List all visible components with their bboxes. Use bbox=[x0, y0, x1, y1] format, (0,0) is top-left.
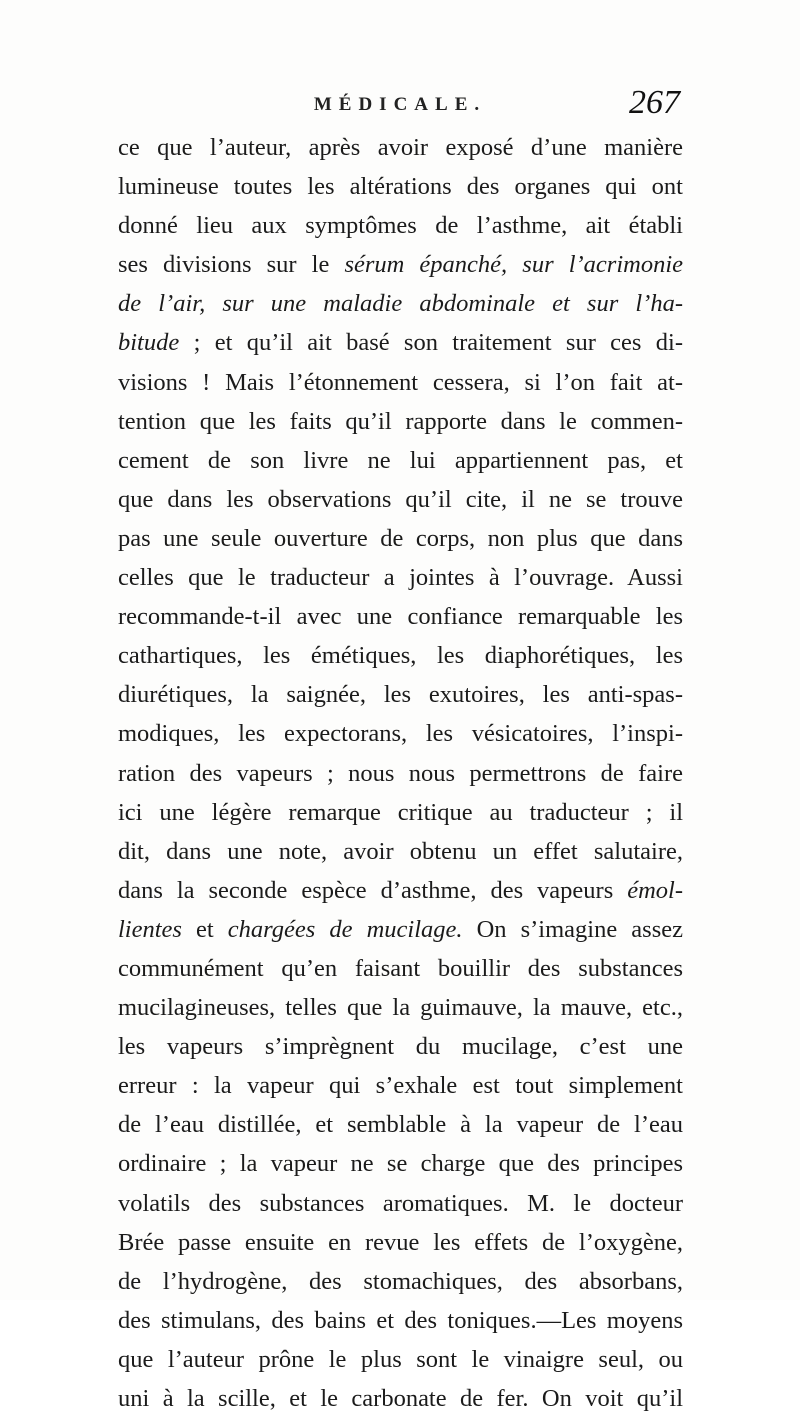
text-run: des stimulans, des bains et des toniques.—Les moyens bbox=[118, 1306, 683, 1334]
italic-text: de l’air, sur une maladie abdominale et sur l’ha- bbox=[118, 290, 683, 318]
text-line bbox=[118, 1066, 683, 1105]
text-run: modiques, les expectorans, les vésicatoires, l’inspi- bbox=[118, 720, 683, 748]
text-line bbox=[118, 754, 683, 793]
text-run: les vapeurs s’imprègnent du mucilage, c’est une bbox=[118, 1033, 683, 1061]
italic-text: bitude bbox=[118, 329, 180, 357]
text-line bbox=[118, 323, 683, 362]
text-run: pas une seule ouverture de corps, non plus que dans bbox=[118, 524, 683, 552]
text-line bbox=[118, 1105, 683, 1144]
text-run: volatils des substances aromatiques. M. le docteur bbox=[118, 1189, 683, 1217]
text-run: donné lieu aux symptômes de l’asthme, ait établi bbox=[118, 212, 683, 240]
text-line bbox=[118, 1223, 683, 1262]
text-run: ordinaire ; la vapeur ne se charge que des principes bbox=[118, 1150, 683, 1178]
text-run: tention que les faits qu’il rapporte dans le commen- bbox=[118, 407, 683, 435]
text-line bbox=[118, 167, 683, 206]
text-line bbox=[118, 636, 683, 675]
running-title: MÉDICALE. bbox=[313, 94, 487, 115]
text-line bbox=[118, 363, 683, 402]
text-run: ici une légère remarque critique au traducteur ; il bbox=[118, 798, 683, 826]
text-line bbox=[118, 441, 683, 480]
running-head bbox=[120, 84, 680, 128]
text-line bbox=[118, 675, 683, 714]
text-run: Brée passe ensuite en revue les effets de l’oxygène, bbox=[118, 1228, 683, 1256]
text-run: ses divisions sur le bbox=[118, 251, 345, 279]
text-line bbox=[118, 519, 683, 558]
text-line bbox=[118, 793, 683, 832]
text-line bbox=[118, 558, 683, 597]
page-number: 267 bbox=[629, 84, 680, 121]
text-line bbox=[118, 910, 683, 949]
italic-text: émol- bbox=[627, 876, 683, 904]
text-line bbox=[118, 245, 683, 284]
text-run: communément qu’en faisant bouillir des substances bbox=[118, 954, 683, 982]
text-line bbox=[118, 714, 683, 753]
text-run: diurétiques, la saignée, les exutoires, les anti-spas- bbox=[118, 681, 683, 709]
text-run: que dans les observations qu’il cite, il ne se trouve bbox=[118, 485, 683, 513]
text-run: recommande-t-il avec une confiance remarquable les bbox=[118, 603, 683, 631]
text-run: et bbox=[181, 915, 228, 943]
text-run: mucilagineuses, telles que la guimauve, la mauve, etc., bbox=[118, 994, 683, 1022]
text-run: dit, dans une note, avoir obtenu un effet salutaire, bbox=[118, 837, 683, 865]
text-run: ration des vapeurs ; nous nous permettrons de faire bbox=[118, 759, 683, 787]
text-line bbox=[118, 1027, 683, 1066]
text-run: que l’auteur prône le plus sont le vinaigre seul, ou bbox=[118, 1345, 683, 1373]
italic-text: lientes bbox=[118, 915, 182, 943]
text-run: ; et qu’il ait basé son traitement sur ces di- bbox=[179, 329, 683, 357]
text-line bbox=[118, 402, 683, 441]
text-run: de l’eau distillée, et semblable à la vapeur de l’eau bbox=[118, 1111, 683, 1139]
italic-text: chargées de mucilage. bbox=[227, 915, 463, 943]
text-line bbox=[118, 1144, 683, 1183]
text-line bbox=[118, 1262, 683, 1301]
text-line bbox=[118, 871, 683, 910]
text-run: de l’hydrogène, des stomachiques, des absorbans, bbox=[118, 1267, 683, 1295]
text-line bbox=[118, 949, 683, 988]
text-run: lumineuse toutes les altérations des organes qui ont bbox=[118, 173, 683, 201]
italic-text: sérum épanché, sur l’acrimonie bbox=[344, 251, 683, 279]
text-run: cathartiques, les émétiques, les diaphorétiques, les bbox=[118, 642, 683, 670]
text-run: uni à la scille, et le carbonate de fer. On voit qu’il bbox=[118, 1385, 683, 1412]
text-line bbox=[118, 1184, 683, 1223]
text-line bbox=[118, 1340, 683, 1379]
text-run: visions ! Mais l’étonnement cessera, si l’on fait at- bbox=[118, 368, 683, 396]
body-text bbox=[118, 128, 683, 1418]
text-line bbox=[118, 597, 683, 636]
text-line bbox=[118, 480, 683, 519]
text-run: erreur : la vapeur qui s’exhale est tout simplement bbox=[118, 1072, 683, 1100]
text-line bbox=[118, 128, 683, 167]
text-run: ce que l’auteur, après avoir exposé d’une manière bbox=[118, 134, 683, 161]
text-line bbox=[118, 988, 683, 1027]
text-line bbox=[118, 284, 683, 323]
text-run: dans la seconde espèce d’asthme, des vapeurs bbox=[118, 876, 628, 904]
text-line bbox=[118, 1301, 683, 1340]
text-line bbox=[118, 206, 683, 245]
text-run: On s’imagine assez bbox=[462, 915, 683, 943]
text-line bbox=[118, 832, 683, 871]
text-run: cement de son livre ne lui appartiennent pas, et bbox=[118, 446, 683, 474]
text-run: celles que le traducteur a jointes à l’ouvrage. Aussi bbox=[118, 564, 683, 592]
text-line bbox=[118, 1379, 683, 1418]
